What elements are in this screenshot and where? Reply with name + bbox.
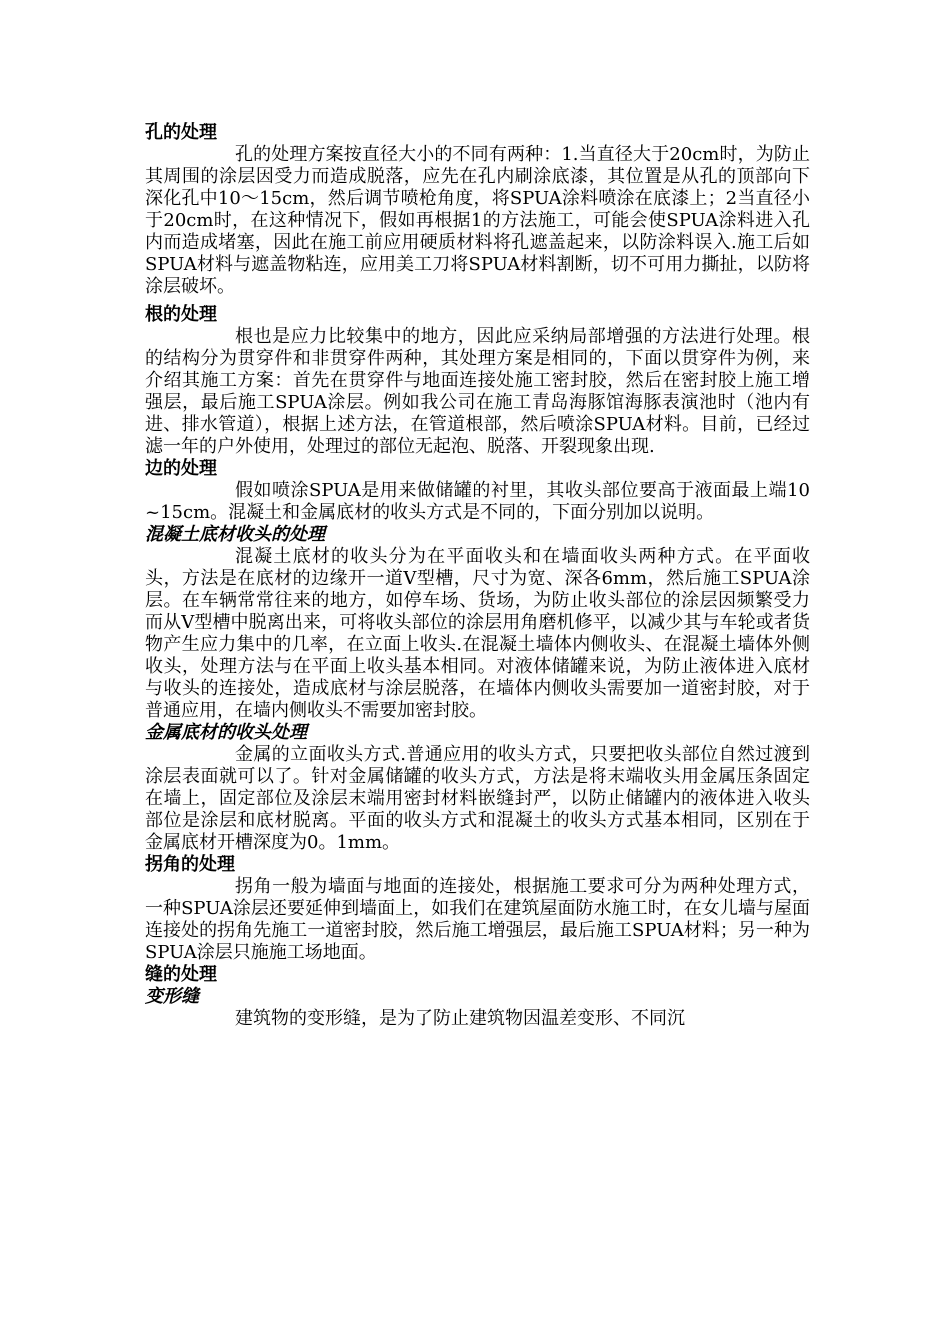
subsection-paragraph-concrete-edge: 混凝土底材的收头分为在平面收头和在墙面收头两种方式。在平面收头，方法是在底材的边缘开一道V型槽，尺寸为宽、深各6mm，然后施工SPUA涂层。在车辆常常往来的地方，如停车场、货场，为防止收头部位的涂层因频繁受力而从V型槽中脱离出来，可将收头部位的涂层用角磨机修平，以减少其与车轮或者货物产生应力集中的几率，在立面上收头.在混凝土墙体内侧收头、在混凝土墙体外侧收头，处理方法与在平面上收头基本相同。对液体储罐来说，为防止液体进入底材与收头的连接处，造成底材与涂层脱落，在墙体内侧收头需要加一道密封胶，对于普通应用，在墙内侧收头不需要加密封胶。 bbox=[145, 546, 810, 721]
section-heading-corner: 拐角的处理 bbox=[145, 854, 235, 875]
section-paragraph-corner: 拐角一般为墙面与地面的连接处，根据施工要求可分为两种处理方式，一种SPUA涂层还要延伸到墙面上，如我们在建筑屋面防水施工时，在女儿墙与屋面连接处的拐角先施工一道密封胶，然后施工增强层，最后施工SPUA材料；另一种为SPUA涂层只施施工场地面。 bbox=[145, 876, 810, 963]
subsection-heading-expansion-joint: 变形缝 bbox=[145, 986, 199, 1007]
subsection-paragraph-expansion-joint: 建筑物的变形缝，是为了防止建筑物因温差变形、不同沉 bbox=[235, 1008, 685, 1029]
section-heading-joint: 缝的处理 bbox=[145, 964, 217, 985]
subsection-heading-concrete-edge: 混凝土底材收头的处理 bbox=[145, 524, 325, 545]
subsection-paragraph-metal-edge: 金属的立面收头方式.普通应用的收头方式，只要把收头部位自然过渡到涂层表面就可以了。针对金属储罐的收头方式，方法是将末端收头用金属压条固定在墙上，固定部位及涂层末端用密封材料嵌缝封严，以防止储罐内的液体进入收头部位是涂层和底材脱离。平面的收头方式和混凝土的收头方式基本相同，区别在于金属底材开槽深度为0。1mm。 bbox=[145, 744, 810, 853]
section-heading-root: 根的处理 bbox=[145, 304, 217, 325]
section-paragraph-edge: 假如喷涂SPUA是用来做储罐的衬里，其收头部位要高于液面最上端10~15cm。混凝土和金属底材的收头方式是不同的，下面分别加以说明。 bbox=[145, 480, 810, 523]
section-heading-edge: 边的处理 bbox=[145, 458, 217, 479]
subsection-heading-metal-edge: 金属底材的收头处理 bbox=[145, 722, 307, 743]
document-page bbox=[145, 122, 810, 1030]
section-paragraph-root: 根也是应力比较集中的地方，因此应采纳局部增强的方法进行处理。根的结构分为贯穿件和非贯穿件两种，其处理方案是相同的，下面以贯穿件为例，来介绍其施工方案：首先在贯穿件与地面连接处施工密封胶，然后在密封胶上施工增强层，最后施工SPUA涂层。例如我公司在施工青岛海豚馆海豚表演池时（池内有进、排水管道），根据上述方法，在管道根部，然后喷涂SPUA材料。目前，已经过滤一年的户外使用，处理过的部位无起泡、脱落、开裂现象出现. bbox=[145, 326, 810, 457]
section-paragraph-hole: 孔的处理方案按直径大小的不同有两种：1.当直径大于20cm时，为防止其周围的涂层因受力而造成脱落，应先在孔内刷涂底漆，其位置是从孔的顶部向下深化孔中10～15cm，然后调节喷枪角度，将SPUA涂料喷涂在底漆上；2当直径小于20cm时，在这种情况下，假如再根据1的方法施工，可能会使SPUA涂料进入孔内而造成堵塞，因此在施工前应用硬质材料将孔遮盖起来，以防涂料误入.施工后如SPUA材料与遮盖物粘连，应用美工刀将SPUA材料割断，切不可用力撕扯，以防将涂层破坏。 bbox=[145, 144, 810, 297]
section-heading-hole: 孔的处理 bbox=[145, 122, 217, 143]
